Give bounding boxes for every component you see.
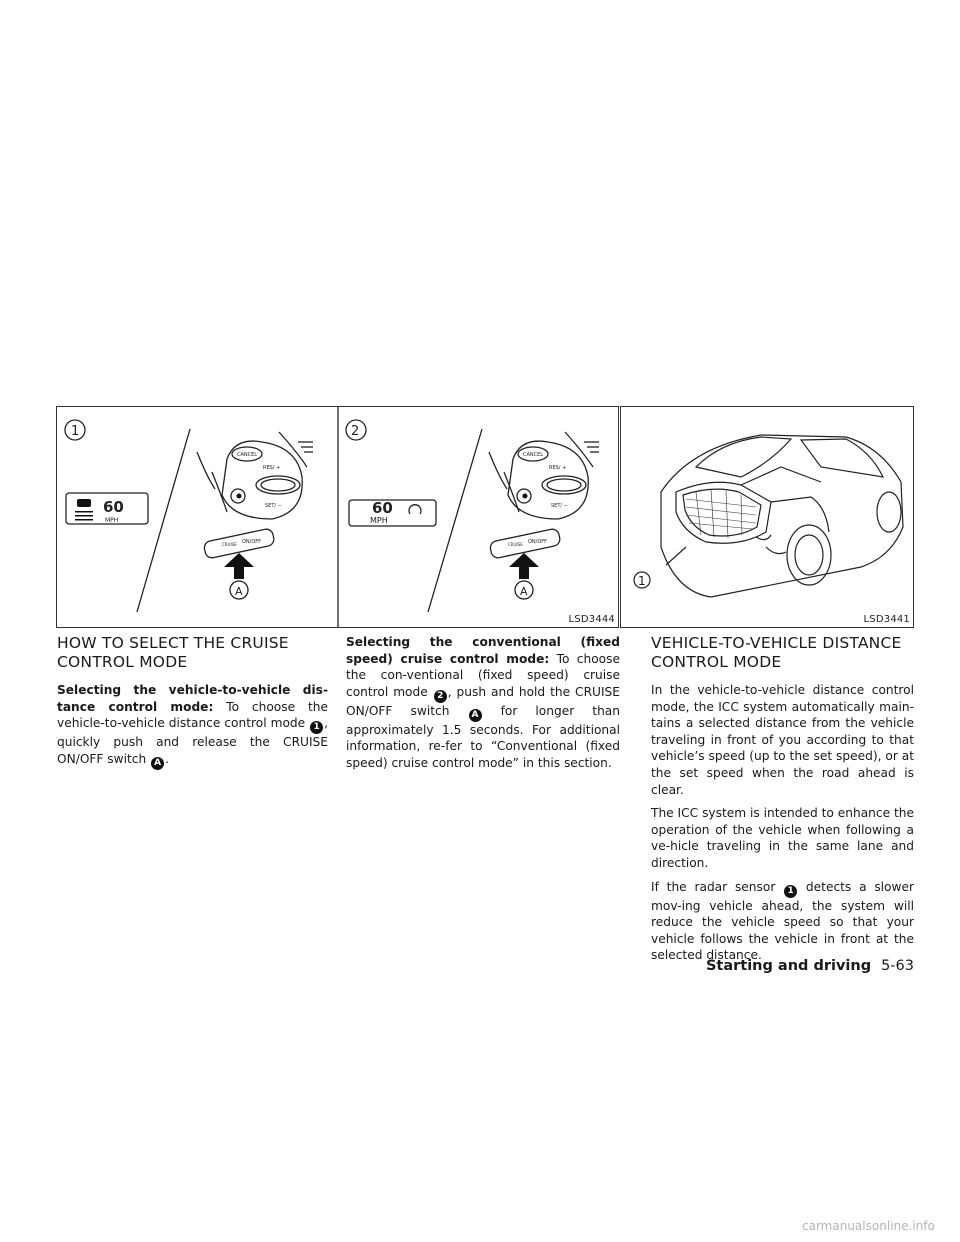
paragraph — [651, 879, 914, 964]
paragraph — [57, 682, 328, 770]
panel1-cruise-label: CRUISE — [222, 542, 237, 547]
paragraph-text: To choose the vehicle-to-vehicle distance control mode — [57, 699, 328, 731]
paragraph-text: To choose the con-ventional (fixed speed) cruise control mode — [346, 651, 620, 699]
page-number: 5-63 — [881, 958, 914, 974]
paragraph-text: If the radar sensor — [651, 879, 784, 894]
panel2-cruise-label: CRUISE — [508, 542, 523, 547]
callout-1: 1 — [784, 885, 797, 898]
panel1-res-label: RES/ + — [263, 465, 281, 471]
paragraph — [346, 634, 620, 772]
panel1-set-label: SET/ − — [265, 503, 282, 509]
section-name: Starting and driving — [705, 958, 872, 974]
section-heading: HOW TO SELECT THE CRUISE CONTROL MODE — [57, 634, 289, 671]
panel1-cancel-label: CANCEL — [237, 452, 258, 458]
paragraph-text: . — [165, 751, 169, 766]
panel2-switch-label: A — [520, 585, 528, 598]
paragraph: The ICC system is intended to enhance the operation of the vehicle when following a ve-hicle traveling in the same lane and direction. — [651, 806, 914, 870]
figure-code: LSD3441 — [863, 614, 910, 625]
panel2-unit: MPH — [370, 516, 388, 525]
callout-a: A — [469, 709, 482, 722]
callout-a: A — [151, 757, 164, 770]
vehicle-illustration — [621, 407, 913, 627]
column-3 — [651, 634, 914, 971]
paragraph-text: detects a slower mov-ing vehicle ahead, the system will reduce the vehicle speed so that your vehicle follows the vehicle in front at the selected distance. — [651, 879, 914, 963]
paragraph-text: , push and hold the CRUISE ON/OFF switch — [346, 684, 620, 718]
panel2-label: 2 — [351, 424, 360, 439]
column-2 — [346, 634, 620, 779]
figure-radar-sensor — [620, 406, 914, 628]
paragraph-lead: Selecting the vehicle-to-vehicle dis-tance control mode: — [57, 683, 328, 714]
panel1-onoff-label: ON/OFF — [242, 539, 262, 545]
figure-cruise-mode-selection — [56, 406, 619, 628]
paragraph-text: , quickly push and release the CRUISE ON/OFF switch — [57, 716, 328, 766]
watermark: carmanualsonline.info — [802, 1219, 935, 1233]
panel1-speed: 60 — [103, 498, 124, 516]
column-1 — [57, 634, 328, 777]
section-heading: VEHICLE-TO-VEHICLE DISTANCE CONTROL MODE — [651, 634, 902, 671]
panel1-switch-label: A — [235, 585, 243, 598]
panel2-cancel-label: CANCEL — [523, 452, 544, 458]
paragraph-text: for longer than approximately 1.5 seconds. For additional information, re-fer to “Conventional (fixed speed) cruise control mode” in this section. — [346, 703, 620, 770]
panel2-speed: 60 — [372, 499, 393, 517]
panel1-label: 1 — [71, 424, 80, 439]
panel2-res-label: RES/ + — [549, 465, 567, 471]
panel1-unit: MPH — [105, 517, 119, 524]
cruise-switch-illustration — [57, 407, 618, 627]
figure-code: LSD3444 — [568, 614, 615, 625]
paragraph-lead: Selecting the conventional (fixed speed) cruise control mode: — [346, 635, 620, 666]
page-footer — [651, 958, 914, 974]
callout-2: 2 — [434, 690, 447, 703]
callout-1: 1 — [310, 721, 323, 734]
panel2-set-label: SET/ − — [551, 503, 568, 509]
panel2-onoff-label: ON/OFF — [528, 539, 548, 545]
radar-sensor-label: 1 — [638, 574, 646, 588]
paragraph: In the vehicle-to-vehicle distance control mode, the ICC system automatically main-tains a selected distance from the vehicle traveling in front of you according to that vehicle’s speed (up to the set speed), or at the set speed when the road ahead is clear. — [651, 683, 914, 797]
